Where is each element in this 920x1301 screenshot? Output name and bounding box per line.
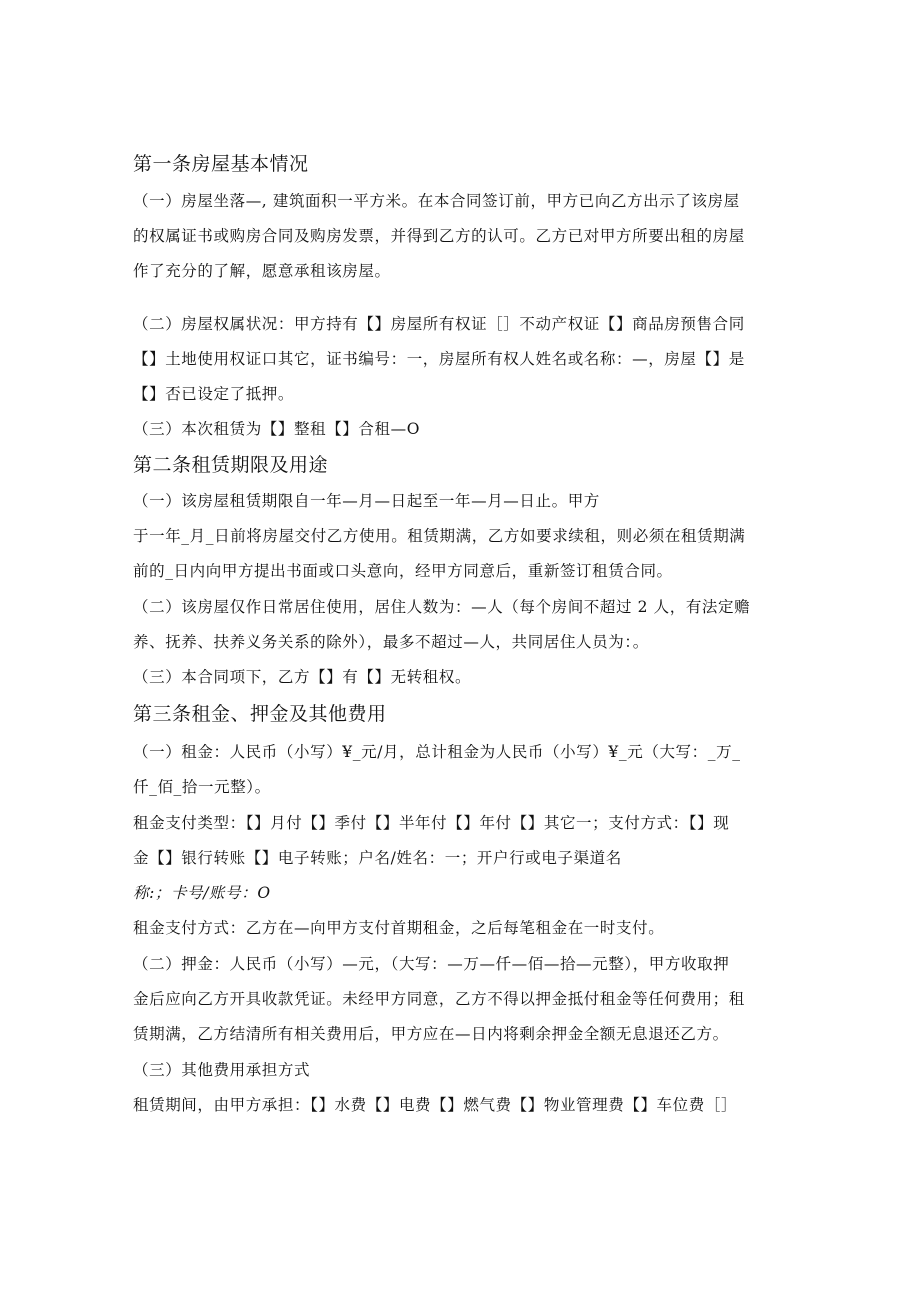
article-3-line-6: 租金支付方式：乙方在—向甲方支付首期租金，之后每笔租金在一时支付。 (133, 919, 665, 937)
article-1-line-6: 【】否已设定了抵押。 (133, 385, 295, 403)
article-3-line-7: （二）押金：人民币（小写）—元，（大写：—万—仟—佰—拾—元整），甲方收取押 (133, 955, 730, 973)
article-2-line-3: 前的_日内向甲方提出书面或口头意向，经甲方同意后，重新签订租赁合同。 (133, 562, 673, 580)
article-3-line-8: 金后应向乙方开具收款凭证。未经甲方同意，乙方不得以押金抵付租金等任何费用；租 (133, 990, 745, 1008)
article-1-line-5: 【】土地使用权证口其它，证书编号：一，房屋所有权人姓名或名称：—，房屋【】是 (133, 350, 745, 368)
article-1-title: 第一条房屋基本情况 (133, 153, 309, 175)
article-2-title: 第二条租赁期限及用途 (133, 454, 329, 476)
article-3-line-3: 租金支付类型：【】月付【】季付【】半年付【】年付【】其它一；支付方式：【】现 (133, 814, 730, 832)
article-1-line-2: 的权属证书或购房合同及购房发票，并得到乙方的认可。乙方已对甲方所要出租的房屋 (133, 227, 745, 245)
article-2-line-2: 于一年_月_日前将房屋交付乙方使用。租赁期满，乙方如要求续租，则必须在租赁期满 (133, 527, 746, 545)
article-2-line-1: （一）该房屋租赁期限自一年—月—日起至一年—月—日止。甲方 (133, 492, 600, 510)
article-3-line-1: （一）租金：人民币（小写）¥_元/月，总计租金为人民币（小写）¥_元（大写：_万_ (133, 743, 741, 761)
article-3-line-4: 金【】银行转账【】电子转账；户名/姓名：一；开户行或电子渠道名 (133, 849, 622, 867)
article-1-line-1: （一）房屋坐落—, 建筑面积一平方米。在本合同签订前，甲方已向乙方出示了该房屋 (133, 192, 740, 210)
article-1-line-4: （二）房屋权属状况：甲方持有【】房屋所有权证［］不动产权证【】商品房预售合同 (133, 315, 745, 333)
article-3-title: 第三条租金、押金及其他费用 (133, 703, 387, 725)
article-3-line-5: 称:；卡号/账号：O (133, 884, 271, 902)
article-2-line-6: （三）本合同项下，乙方【】有【】无转租权。 (133, 668, 472, 686)
article-1-line-7: （三）本次租赁为【】整租【】合租—O (133, 420, 421, 438)
article-2-line-4: （二）该房屋仅作日常居住使用，居住人数为：—人（每个房间不超过 2 人，有法定赡 (133, 598, 751, 616)
article-3-line-10: （三）其他费用承担方式 (133, 1061, 311, 1079)
article-3-line-2: 仟_佰_拾一元整）。 (133, 778, 271, 796)
article-1-line-3: 作了充分的了解，愿意承租该房屋。 (133, 262, 391, 280)
article-3-line-11: 租赁期间，由甲方承担：【】水费【】电费【】燃气费【】物业管理费【】车位费［］ (133, 1096, 738, 1114)
article-3-line-9: 赁期满，乙方结清所有相关费用后，甲方应在—日内将剩余押金全额无息退还乙方。 (133, 1025, 729, 1043)
article-2-line-5: 养、抚养、扶养义务关系的除外），最多不超过—人，共同居住人员为：。 (133, 633, 649, 651)
